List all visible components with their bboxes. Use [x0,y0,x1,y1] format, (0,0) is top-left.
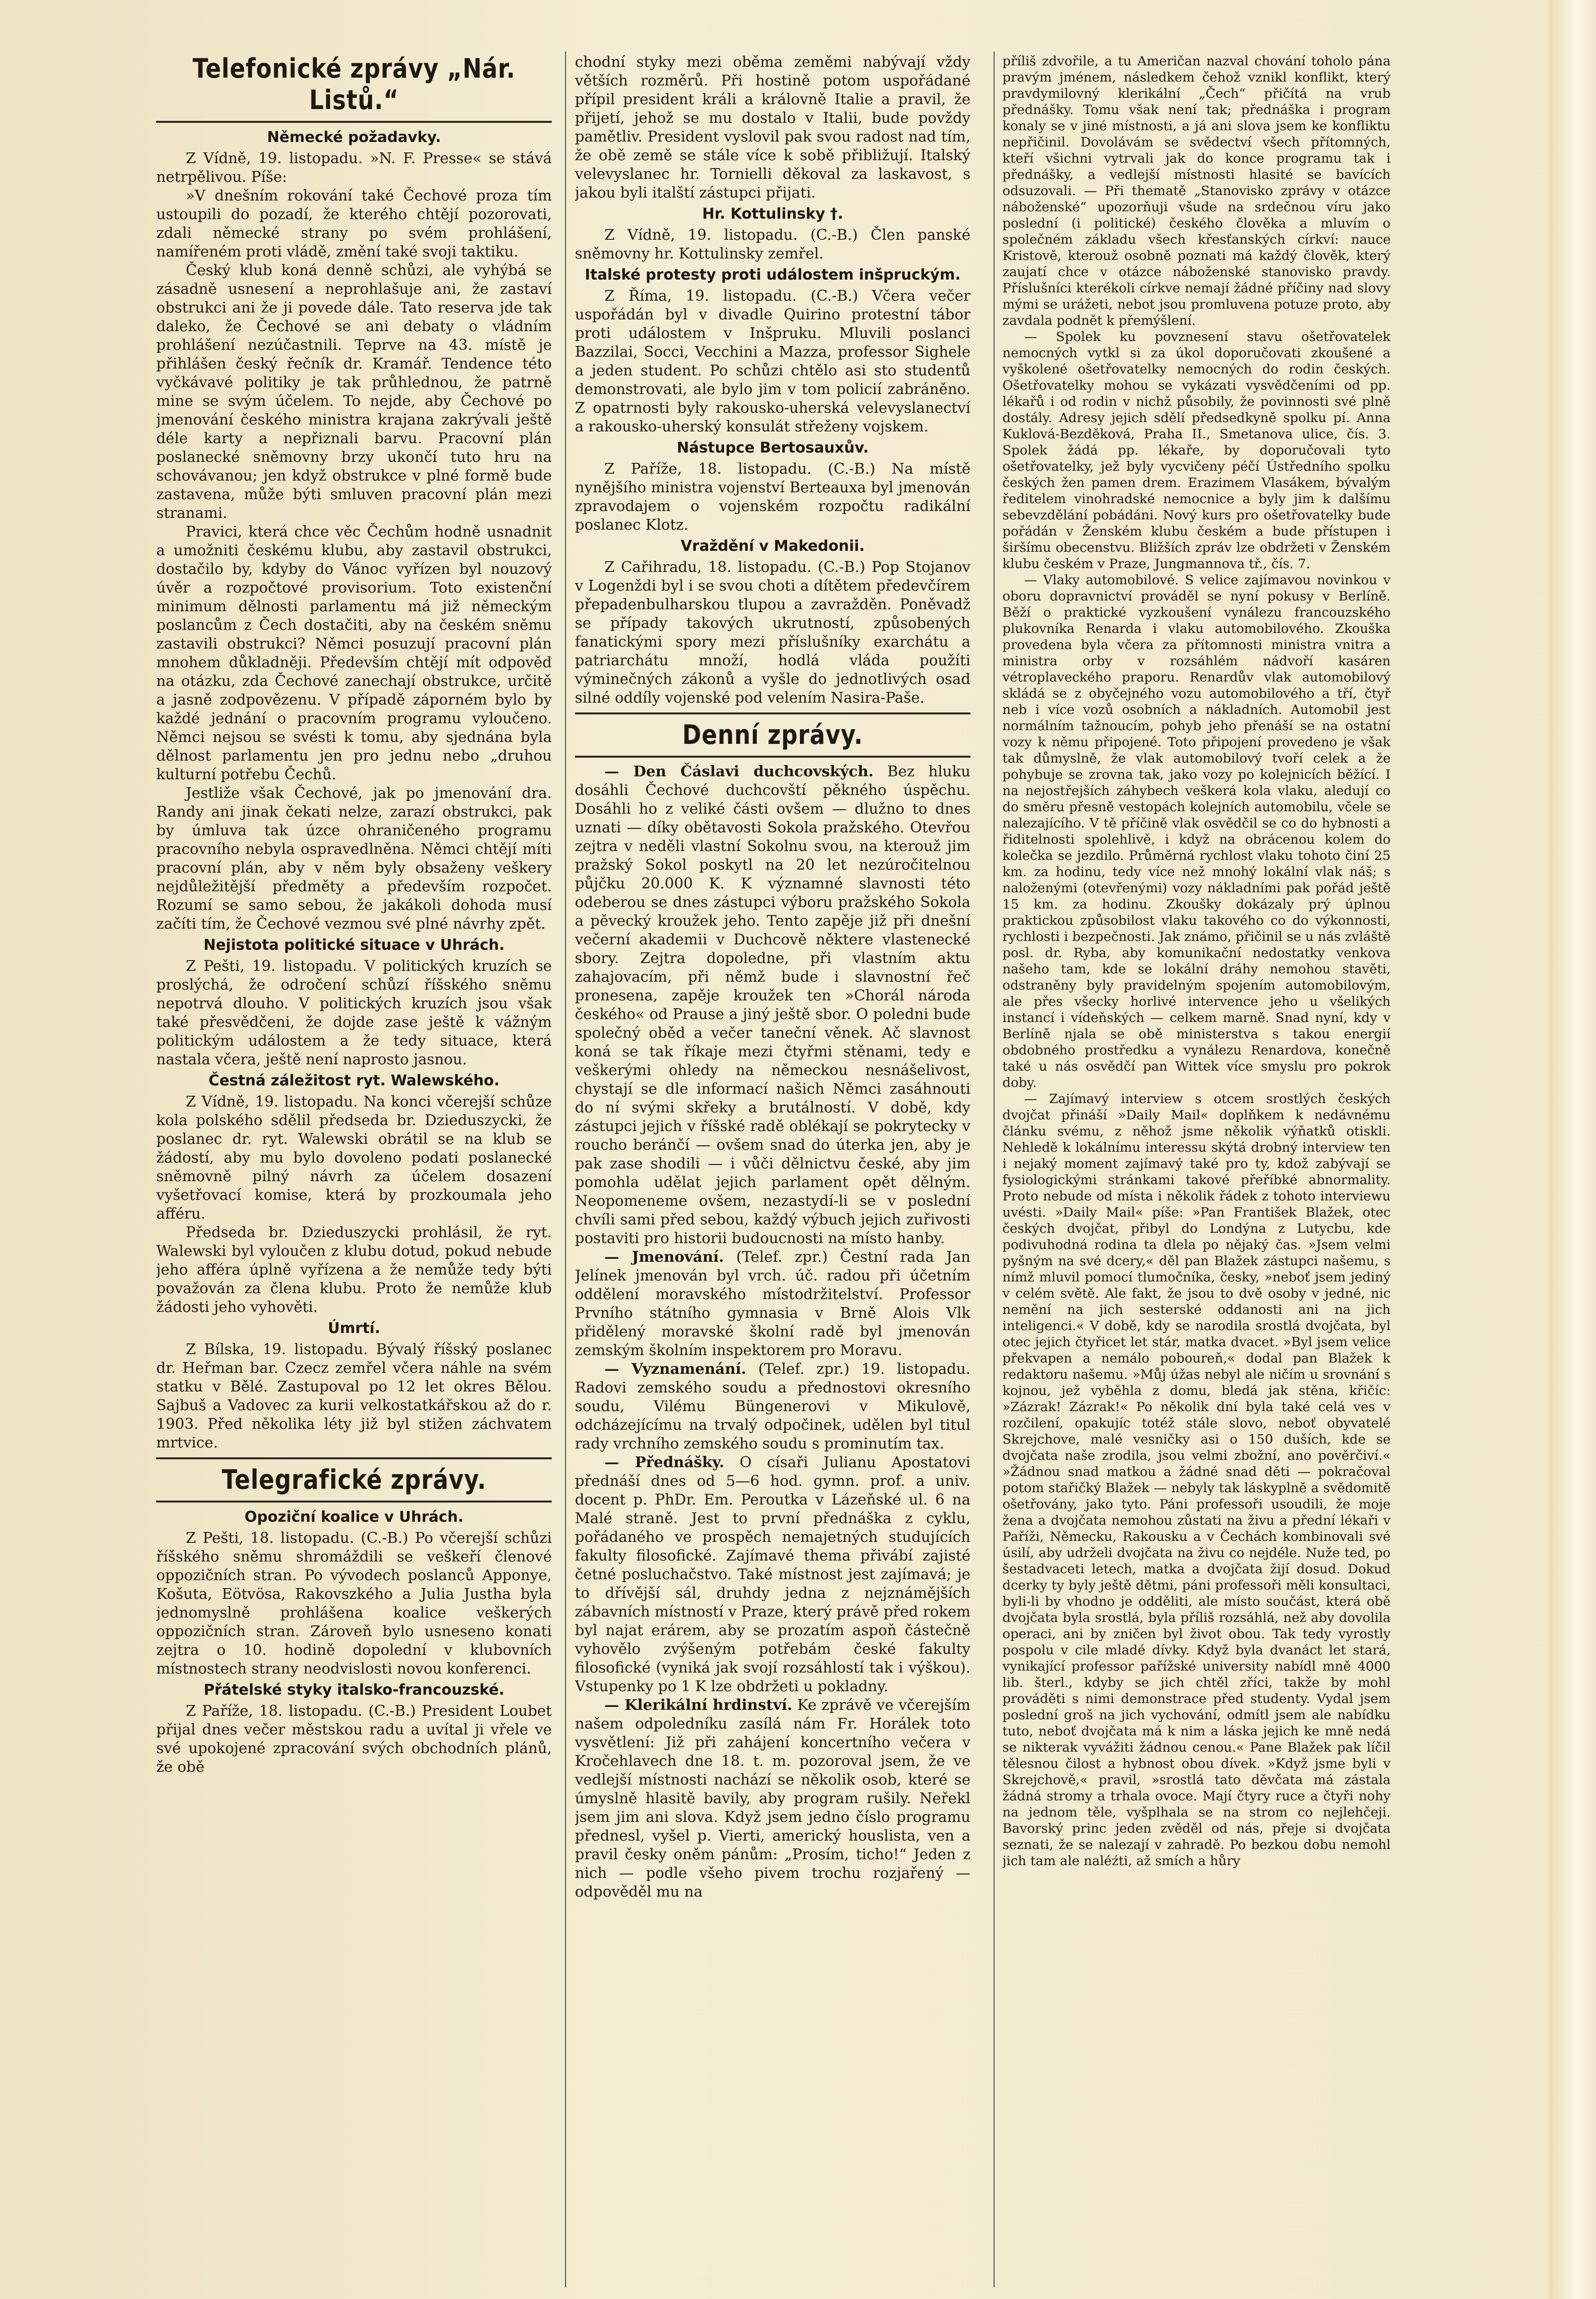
article-title: Německé požadavky. [267,129,441,146]
article-title: Přátelské styky italsko-francouzské. [203,1681,505,1699]
article-paragraph: Předseda br. Dzieduszycki prohlásil, že ryt. Walewski byl vyloučen z klubu dotud, pokud nebude jeho afféra úplně vyřízena a že nemůže tedy býti považován za člena klubu. Proto že nemůže klub žádosti jeho vyhověti. [156,1224,552,1316]
article-paragraph: — Vlaky automobilové. S velice zajímavou novinkou v oboru dopravnictví prováděl se nyní pokusy v Berlíně. Běží o praktické vyzkoušení vynálezu francouzského plukovníka Renarda i vlaku automobilového. Zkouška provedena byla včera za přítomnosti ministra vnitra a ministra orby v rozsáhlém nádvoří kasáren vétroplaveckého praporu. Renardův vlak automobilový skládá se z obyčejného vozu automobilového a tří, čtyř neb i více vozů osobních a nákladních. Automobil jest normálním tažnoucím, pohyb jeho přenáší se na ostatní vozy k němu připojené. Toto připojení provedeno je však tak důmyslně, že vlak automobilový tvoří celek a že pohybuje se zrovna tak, jako vozy po kolejnicích běžící. I na nejostřejších záhybech veškerá kola vlaku, aledují co do směru přesně vestopách kolejních automobilu, včele se nalezajícího. V tě příčině vlak osvědčil se co do hybnosti a řiditelnosti spolehlivě, i když na obrácenou kolem do kolečka se jezdilo. Průměrná rychlost vlaku tohoto činí 25 km. za hodinu, tedy více než mnohý lokální vlak náš; s naloženými (otevřenými) vozy nákladními pak pořád ještě 15 km. za hodinu. Zkoušky dokázaly prý úplnou praktickou způsobilost vlaku takového co do výkonnosti, rychlosti i bezpečnosti. Jak známo, přičinil se u nás zvláště posl. dr. Ryba, aby komunikační nedostatky venkova našeho tam, kde se lokální dráhy nemohou stavěti, odstraněny byly pravidelným spojením automobilovým, ale přes všecky horlivé intervence jeho u všelikých instancí i vídeňských — celkem marně. Snad nyní, kdy v Berlíně njala se obě ministerstva s takou energií obdobného prostředku a vynálezu Renardova, konečně také u nás osvědčí pan Wittek více smyslu pro pokrok doby. [1002,572,1391,1090]
article-paragraph: chodní styky mezi oběma zeměmi nabývají vždy větších rozměrů. Při hostině potom uspořádané přípil president králi a královně Italie a pravil, že přijetí, jehož se mu dostalo v Italii, bude povždy pamětliv. President vyslovil pak svou radost nad tím, že obě země se stále více k sobě přibližují. Italský velevyslanec hr. Tornielli děkoval za laskavost, s jakou byli italští zástupci přijati. [575,54,970,201]
news-item-title: — Jmenování. [604,1249,724,1266]
article-title: Úmrtí. [328,1320,380,1337]
news-item-title: — Vyznamenání. [604,1361,746,1378]
section-rule [575,712,970,714]
article-paragraph: Z Říma, 19. listopadu. (C.-B.) Včera večer uspořádán byl v divadle Quirino protestní tábor proti událostem v Inšpruku. Mluvili poslanci Bazzilai, Socci, Vecchini a Mazza, professor Sighele a jeden student. Po schůzi chtělo asi sto studentů demonstrovati, ale bylo jim v tom policií zabráněno. Z opatrnosti byly rakousko-uherská velevyslanectví a rakousko-uherský konsulát střeženy vojskem. [575,287,970,435]
article-paragraph: Z Paříže, 18. listopadu. (C.-B.) President Loubet přijal dnes večer městskou radu a uvítal ji vřele ve své upokojené zpracování svých obchodních plánů, že obě [156,1703,552,1776]
article-title: Opoziční koalice v Uhrách. [244,1508,464,1526]
article-title: Vraždění v Makedonii. [681,538,865,555]
article-paragraph: Z Cařihradu, 18. listopadu. (C.-B.) Pop Stojanov v Logenždi byl i se svou choti a dítětem předevčírem přepadenbulharskou tlupou a zavražděn. Poněvadž se případy takových ukrutností, způsobených fanatickými spory mezi příslušníky exarchátu a patriarchátu množí, hodlá vláda použíti výminečných zákonů a vyšle do jednotlivých osad silné oddíly vojenské pod velením Nasira-Paše. [575,559,970,707]
news-item-title: — Den Čáslavi duchcovských. [604,763,874,780]
section-rule [156,1457,552,1459]
section-heading-telephone: Telefonické zprávy „Nár. Listů.“ [193,53,515,115]
heading-rule [575,756,970,758]
article-paragraph: Z Bílska, 19. listopadu. Bývalý říšský poslanec dr. Heřman bar. Czecz zemřel včera náhle na svém statku v Bělé. Zastupoval po 12 let okres Bělou. Sajbuš a Vadovec za kurii velkostatkářskou až do r. 1903. Před několika léty již byl stižen záchvatem mrtvice. [156,1341,552,1451]
article-paragraph: Jestliže však Čechové, jak po jmenování dra. Randy ani jinak čekati nelze, zarazí obstrukci, pak by úmluva tak úzce ohraničeného programu pracovního nebyla ospravedlněna. Němci chtějí míti pracovní plán, aby v něm byly obsaženy veškery nejdůležitější předměty a především rozpočet. Rozumí se samo sebou, že jakákoli dohoda musí začíti tím, že Čechové vezmou své plné návrhy zpět. [156,785,552,933]
article-paragraph: Z Paříže, 18. listopadu. (C.-B.) Na místě nynějšího ministra vojenství Berteauxa byl jmenován zpravodajem o vojenském rozpočtu radikální poslanec Klotz. [575,460,970,534]
column-rule [565,52,566,2287]
article-paragraph: (Telef. zpr.) Čestní rada Jan Jelínek jmenován byl vrch. úč. radou při účetním oddělení moravského místodržitelství. Professor Prvního státního gymnasia v Brně Alois Vlk přidělený moravské školní radě byl jmenován zemským školním inspektorem pro Moravu. [575,1249,970,1359]
article-paragraph: (Telef. zpr.) 19. listopadu. Radovi zemského soudu a přednostovi okresního soudu, Vilému Büngenerovi v Mikulově, odcházejícímu na trvalý odpočinek, udělen byl titul rady vrchního zemského soudu s prominutím tax. [575,1361,970,1452]
article-paragraph: Bez hluku dosáhli Čechové duchcovští pěkného úspěchu. Dosáhli ho z veliké části ovšem — dlužno to dnes uznati — díky obětavosti Sokola pražského. Otevřou zejtra v neděli vlastní Sokolnu svou, na kterouž jim pražský Sokol poskytl na 20 let nezúročitelnou půjčku 20.000 K. K významné slavnosti této odeberou se dnes zástupci výboru pražského Sokola a pěvecký kroužek jeho. Tento zapěje již při dnešní večerní akademii v Duchcově některe vlastenecké sbory. Zejtra dopoledne, při vlastním aktu zahajovacím, při němž bude i slavnostní řeč pronesena, zapěje kroužek ten »Chorál národa českého« od Prause a jiný ještě sbor. O poledni bude společný oběd a večer taneční věnek. Ač slavnost koná se tak říkaje mezi čtyřmi stěnami, tedy e veškerými ohledy na německou nesnášelivost, chystají se dle informací našich Němci zasáhnouti do ní svými skřeky a brutálností. V době, kdy zástupci jejich v říšské radě oblékají se pokrytecky v roucho beránčí — ovšem snad do úterka jen, aby je pak zase shodili — i vůči dělnictvu české, aby jim pomohla udělat jejich parlament opět dělným. Neopomeneme ovšem, nezastydí-li se v poslední chvíli sami před sebou, každý výbuch jejich zuřivosti postaviti pro historii budoucnosti na místo hanby. [575,763,970,1247]
article-paragraph: Český klub koná denně schůzi, ale vyhýbá se zásadně usnesení a neprohlašuje ani, že zastaví obstrukci ani že ji povede dále. Tato reserva jde tak daleko, že Čechové se ani debaty o vládním prohlášení nezúčastnili. Teprve na 43. místě je přihlášen český řečník dr. Kramář. Tendence této vyčkávavé politiky je tak průhlednou, že patrně mine se svým účelem. To nejde, aby Čechové po jmenování českého ministra krajana zakrývali ještě déle karty a nepřiznali barvu. Pracovní plán poslanecké sněmovny brzy ukončí tuto hru na schovávanou; jen když obstrukce v plné formě bude zastavena, může býti smluven pracovní plán mezi stranami. [156,262,552,522]
scan-margin [1549,0,1596,2299]
article-title: Italské protesty proti událostem inšpruckým. [585,266,961,284]
article-paragraph: — Spolek ku povznesení stavu ošetřovatelek nemocných vytkl si za úkol doporučovati zkoušené a vyškolené ošetřovatelky nemocných do rodin českých. Ošetřovatelky mohou se vykázati vysvědčeními od pp. lékařů i od rodin v nichž působily, že povinnosti své plně dostály. Adresy jejich sdělí předsedkyně spolku pí. Anna Kuklová-Bezděková, Praha II., Smetanova ulice, čís. 3. Spolek žádá pp. lékaře, by doporučovali tyto ošetřovatelky, jež byly vycvičeny péčí Ústředního spolku českých žen pamen drem. Erazimem Vlasákem, bývalým ředitelem vinohradské nemocnice a byly jim k dalšímu sebevzdělání pobádáni. Nový kurs pro ošetřovatelky bude pořádán v Ženském klubu českém a bude přístupen i širšímu obecenstvu. Bližších zpráv lze obdržeti v Ženském klubu českém v Praze, Jungmannova tř., čís. 7. [1002,329,1391,571]
article-title: Nástupce Bertosauxův. [677,439,869,456]
article-paragraph: příliš zdvořile, a tu Američan nazval chování toholo pána pravým jménem, následkem čehož vznikl konflikt, který pravdymilovný klerikální „Čech“ přičítá na vrub přednášky. Tomu však není tak; přednáška i program konaly se v jiné místnosti, a já ani slova jsem ke konfliktu nepřičinil. Dovolávám se svědectví všech přítomných, kteří všichni vytrvali jak do konce programu tak i přednášky, a vedlejší místnosti hlasité se bavících odsuzovali. — Při thematě „Stanovisko zprávy v otázce náboženské“ upozorňuji všude na srdečnou víru jako poslední (i politické) českého člověka a mluvím o společném základu všech křesťanských církví: nauce Kristově, kterouž osobně poznati má každý člověk, který zaujatí chce v otázce náboženské stanovisko pravdy. Příslušníci kterékoli církve nemají žádné příčiny nad slovy mými se urážeti, nebot jsou promluvena potuze proto, aby zavdala podnět k přemýšlení. [1002,54,1391,328]
heading-rule [156,121,552,123]
article-paragraph: Z Vídně, 19. listopadu. Na konci včerejší schůze kola polského sdělil předseda br. Dzieduszycki, že poslanec dr. ryt. Walewski obrátil se na klub se žádostí, aby mu bylo dovoleno podati poslanecké sněmovně pilný návrh za účelem dosazení vyšetřovací komise, která by prozkoumala jeho afféru. [156,1093,552,1222]
article-paragraph: »V dnešním rokování také Čechové proza tím ustoupili do pozadí, že kterého chtějí pozorovati, zdali německé strany po svém prohlášení, namířeném proti vládě, změní také svoji taktiku. [156,187,552,260]
column-rule [994,52,995,2287]
article-paragraph: Ke zprávě ve včerejším našem odpoledníku zasílá nám Fr. Horálek toto vysvětlení: Již při zahájení koncertního večera v Kročehlavech dne 18. t. m. pozoroval jsem, že ve vedlejší místnosti nachází se několik osob, které se úmyslně hlasitě bavily, aby program rušily. Neřekl jsem jim ani slova. Když jsem jedno číslo programu přednesl, vyšel p. Vierti, americký houslista, ven a pravil česky oněm pánům: „Prosím, ticho!“ Jeden z nich — podle všeho pivem trochu rozjařený — odpověděl mu na [575,1697,970,1901]
article-paragraph: Z Pešti, 19. listopadu. V politických kruzích se proslýchá, že odročení schůzí říšského sněmu nepotrvá dlouho. V politických kruzích jsou však také přesvědčeni, že dojde zase ještě k vážným politickým událostem a že tedy situace, která nastala včera, ještě není naprosto jasnou. [156,958,552,1068]
article-paragraph: — Zajímavý interview s otcem srostlých českých dvojčat přináší »Daily Mail« doplňkem k nedávnému článku svému, z něhož jsme několik výňatků otiskli. Nehledě k lokálnímu interessu skýtá drobný interview ten i nejaký moment zajímavý také pro ty, kdož zabývají se fysiologickými stránkami takové přeříbké abnormality. Proto nebude od místa i několik řádek z tohoto interviewu uvésti. »Daily Mail« píše: »Pan František Blažek, otec českých dvojčat, přibyl do Londýna z Lutycbu, kde podivuhodná rodina ta dlela po nějaký čas. »Jsem velmi pyšným na své dcery,« děl pan Blažek zástupci našemu, s nímž mluvil pomocí tlumočníka, česky, »neboť jsem jediný v celém světě. Ale fakt, že jsou to dvě osoby v jedné, nic nemění na jich sesterské oddanosti ani na jich inteligenci.« V době, kdy se narodila srostlá dvojčata, byl otec jejich čtyřicet let stár, matka dvacet. »Byl jsem velice překvapen a nemálo poboureň,« dodal pan Blažek k redaktoru našemu. »Můj úžas nebyl ale ničím u srovnání s kojnou, jež vyběhla z domu, bledá jak stěna, křičíc: »Zázrak! Zázrak!« Po několik dní byla také celá ves v rozčilení, opakujíc totéž stále slovo, neboť obyvatelé Skrejchove, malé vesničky asi o 150 duších, kde se dvojčata naše zrodila, jsou velmi zbožní, ano pověrčiví.« »Žádnou snad matkou a žádné snad děti — pokračoval potom stařičký Blažek — nebyly tak láskyplně a svědomitě ošetřovány, jako tyto. Páni professoři usoudili, že moje žena a dvojčata nemohou zůstati na živu a přední lékaři v Paříži, Německu, Rakousku a v Čechách kombinovali své úsilí, aby udrželi dvojčata na živu co nejdéle. Nuže ted, po šestadvaceti letech, matka a dvojčata žijí dosud. Dokud dcerky ty byly ještě dětmi, páni professoři měli konsultaci, byli-li by vhodno je odděliti, ale místo součást, která obě dvojčata byla srostlá, byla příliš rozsáhlá, než aby dovolila operaci, ani by zničen byl život obou. Tak tedy vyrostly pospolu v cile mladé dívky. Když byla dvanáct let stará, vynikající professor pařížské university nabídl mně 4000 lib. šterl., kdyby se jich chtěl zříci, takže by mohl prováděti s nimi demonstrace před studenty. Vydal jsem poslední groš na jich vychování, odmítl jsem ale nabídku tuto, neboť dvojčata má k nim a láska jejich ke mně nedá se nikterak vyvážiti žádnou cenou.« Pane Blažek pak líčil tělesnou čilost a hybnost obou dívek. »Když jsme byli v Skrejchově,« pravil, »srostlá tato děvčata má zástala žádná stromy a trhala ovoce. Mají čtyry ruce a čtyři nohy na jednom těle, vyšplhala se na strom co nejlehčeji. Bavorský princ jeden zvěděl od nás, přeje si dvojčata seznati, že se nalezají v zahradě. Po bezkou dobu nemohl jich tam ale naléźti, až smích a hůry [1002,1091,1391,1869]
section-heading-telegraph: Telegrafické zprávy. [222,1464,486,1495]
section-heading-daily-news: Denní zprávy. [682,719,863,750]
article-paragraph: Z Vídně, 19. listopadu. »N. F. Presse« se stává netrpělivou. Píše: [156,150,552,186]
heading-rule [156,1501,552,1503]
column-1 [156,53,552,2286]
news-item-title: — Klerikální hrdinství. [604,1697,793,1714]
article-paragraph: Pravici, která chce věc Čechům hodně usnadnit a umožniti českému klubu, aby zastavil obstrukci, dostačilo by, kdyby do Vánoc vyřízen byl nouzový úvěr a rozpočtové provisorium. Toto existenční minimum dělnosti parlamentu má již německým poslancům z Čech dostačiti, aby na českém sněmu zastavili obstrukci? Němci posuzují pracovní plán mnohem důkladněji. Především chtějí mít odpověď na otázku, zda Čechové zanechají obstrukce, určitě a jasně zodpovězenu. V případě záporném bylo by každé jednání o pracovním programu vyloučeno. Němci nejsou se svésti k tomu, aby sjednána byla dělnost parlamentu jen pro jednu nebo „druhou kulturní potřebu Čechů. [156,523,552,783]
article-paragraph: Z Vídně, 19. listopadu. (C.-B.) Člen panské sněmovny hr. Kottulinsky zemřel. [575,227,970,262]
column-2 [575,53,970,2286]
news-item-title: — Přednášky. [604,1454,724,1471]
article-title: Čestná záležitost ryt. Walewského. [208,1072,500,1089]
article-paragraph: Z Pešti, 18. listopadu. (C.-B.) Po včerejší schůzi říšského sněmu shromáždili se veškeří členové oppozičních stran. Po vývodech poslanců Apponye, Košuta, Eötvösa, Rakovszkého a Julia Justha byla jednomyslně prohlášena koalice veškerých oppozičních stran. Zároveň bylo usneseno konati zejtra o 10. hodině dopolední v klubovních místnostech strany neodvislosti novou konferenci. [156,1530,552,1677]
article-paragraph: O císaři Julianu Apostatovi přednáší dnes od 5—6 hod. gymn. prof. a univ. docent p. PhDr. Em. Peroutka v Lázeňské ul. 6 na Malé straně. Jest to první přednáška z cyklu, pořádaného ve prospěch nemajetných studujících fakulty filosofické. Zajímavé thema přivábí zajisté četné posluchačstvo. Také místnost jest zajímavá; je to dřívější sál, druhdy jedna z nejznámějších zábavních místností v Praze, který právě před rokem byl najat erárem, aby se prozatím aspoň částečně vyhovělo zvýšeným potřebám české fakulty filosofické (vyniká jak svojí rozsáhlostí tak i výškou). Vstupenky po 1 K lze obdržeti u pokladny. [575,1454,970,1695]
article-title: Hr. Kottulinsky †. [702,205,843,223]
column-3 [1002,53,1391,2286]
article-title: Nejistota politické situace v Uhrách. [203,937,505,954]
